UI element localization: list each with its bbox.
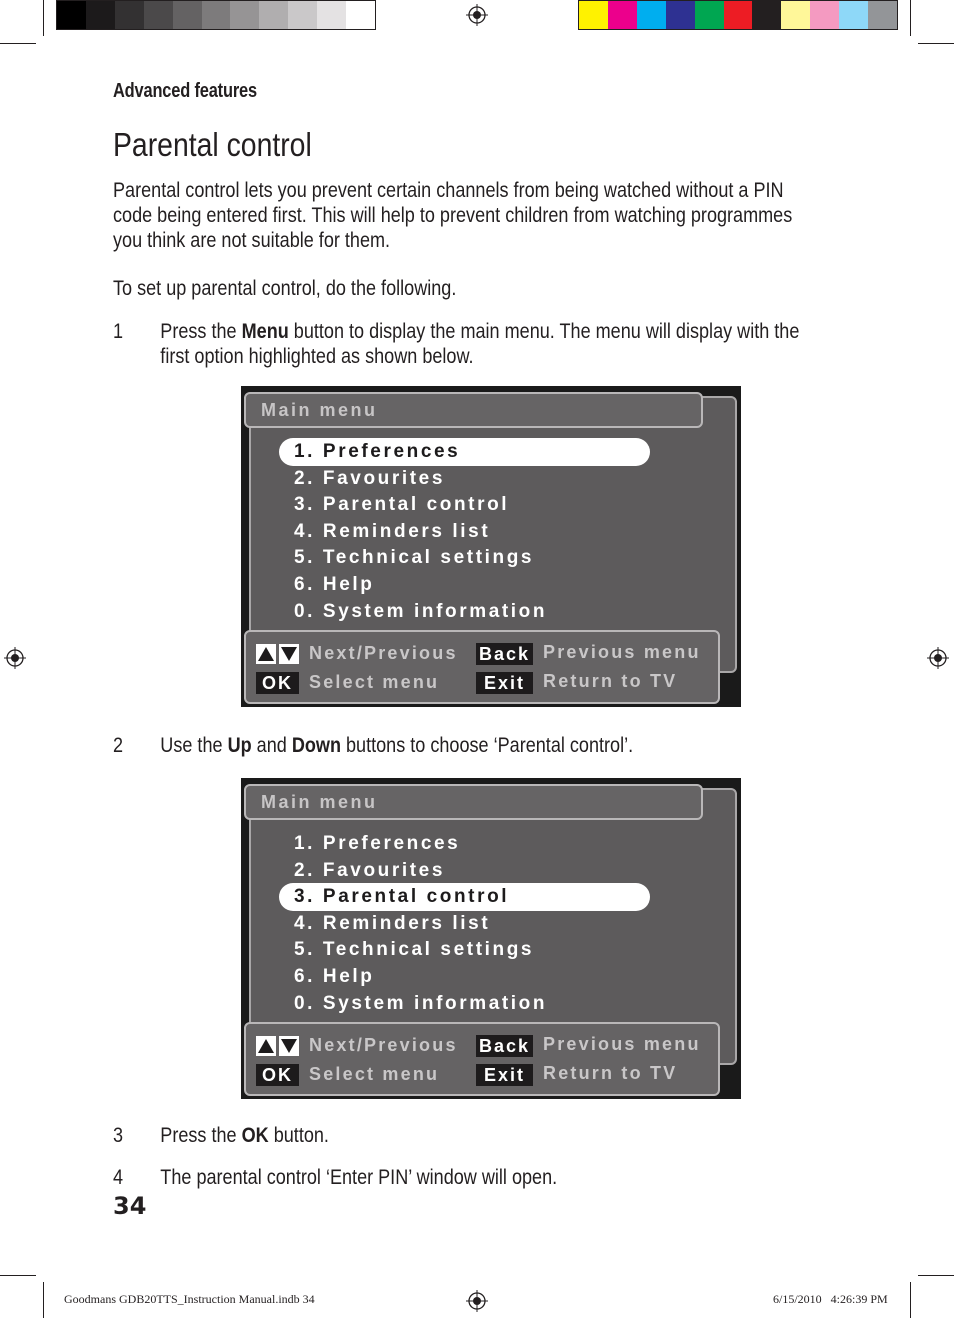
gray-swatch [57, 1, 86, 29]
registration-mark-icon [466, 4, 488, 26]
setup-line: To set up parental control, do the following. [113, 277, 457, 300]
menu-item[interactable]: 0. System information [294, 992, 548, 1014]
up-key-name: Up [227, 734, 252, 757]
page-number: 34 [113, 1192, 147, 1220]
menu-item[interactable]: 0. System information [294, 600, 548, 622]
grayscale-calibration-bar [56, 0, 376, 30]
main-menu-screen-2 [241, 778, 741, 1099]
registration-mark-icon [927, 647, 949, 669]
footer-filename: Goodmans GDB20TTS_Instruction Manual.indb 34 [64, 1292, 315, 1306]
menu-title: Main menu [261, 792, 378, 812]
down-key-name: Down [291, 734, 341, 757]
menu-item[interactable]: 6. Help [294, 574, 375, 595]
crop-mark [910, 0, 911, 36]
gray-swatch [202, 1, 231, 29]
next-previous-label: Next/Previous [309, 1035, 458, 1055]
color-swatch [868, 1, 897, 29]
step-number: 1 [113, 320, 124, 343]
step-text: The parental control ‘Enter PIN’ window will open. [160, 1166, 558, 1189]
menu-item[interactable]: 4. Reminders list [294, 520, 491, 542]
step-number: 2 [113, 734, 124, 757]
up-arrow-icon [256, 1036, 276, 1056]
crop-mark [43, 0, 44, 36]
footer-timestamp: 6/15/2010 4:26:39 PM [773, 1292, 888, 1306]
ok-key-badge: OK [256, 1064, 299, 1086]
previous-menu-label: Previous menu [543, 1034, 701, 1054]
intro-paragraph: Parental control lets you prevent certain channels from being watched without a PIN code being entered first. This will help to prevent children from watching programmes you think are not suitable for them. [113, 179, 793, 252]
gray-swatch [173, 1, 202, 29]
menu-key-name: Menu [241, 320, 289, 343]
menu-item[interactable]: 2. Favourites [294, 859, 446, 881]
menu-item[interactable]: 3. Parental control [294, 494, 510, 516]
step-text: Press the OK button. [160, 1124, 329, 1147]
select-menu-label: Select menu [309, 672, 440, 692]
main-menu-screen-1 [241, 386, 741, 707]
gray-swatch [346, 1, 375, 29]
ok-key-badge: OK [256, 672, 299, 694]
gray-swatch [115, 1, 144, 29]
menu-title-bar [244, 392, 703, 428]
registration-mark-icon [4, 647, 26, 669]
return-to-tv-label: Return to TV [543, 671, 678, 691]
down-arrow-icon [279, 644, 299, 664]
exit-key-badge: Exit [476, 1064, 533, 1086]
return-to-tv-label: Return to TV [543, 1063, 678, 1083]
menu-item[interactable]: 5. Technical settings [294, 939, 535, 961]
crop-mark [0, 43, 36, 44]
gray-swatch [144, 1, 173, 29]
crop-mark [910, 1282, 911, 1318]
ok-key-name: OK [241, 1124, 269, 1147]
crop-mark [918, 43, 954, 44]
color-swatch [608, 1, 637, 29]
registration-mark-icon [466, 1290, 488, 1312]
menu-item[interactable]: 3. Parental control [294, 886, 510, 908]
crop-mark [0, 1275, 36, 1276]
gray-swatch [259, 1, 288, 29]
menu-title: Main menu [261, 400, 378, 420]
step-text: Use the Up and Down buttons to choose ‘Parental control’. [160, 734, 634, 757]
color-swatch [579, 1, 608, 29]
back-key-badge: Back [476, 643, 533, 665]
step-number: 4 [113, 1166, 124, 1189]
exit-key-badge: Exit [476, 672, 533, 694]
down-arrow-icon [279, 1036, 299, 1056]
color-swatch [810, 1, 839, 29]
gray-swatch [288, 1, 317, 29]
crop-mark [918, 1275, 954, 1276]
next-previous-label: Next/Previous [309, 643, 458, 663]
color-swatch [752, 1, 781, 29]
gray-swatch [317, 1, 346, 29]
crop-mark [43, 1282, 44, 1318]
step-text: Press the Menu button to display the main menu. The menu will display with the first option highlighted as shown below. [160, 320, 800, 368]
menu-item[interactable]: 1. Preferences [294, 441, 461, 462]
menu-item[interactable]: 5. Technical settings [294, 547, 535, 569]
menu-title-bar [244, 784, 703, 820]
color-calibration-bar [578, 0, 898, 30]
select-menu-label: Select menu [309, 1064, 440, 1084]
page-title: Parental control [113, 126, 312, 163]
color-swatch [781, 1, 810, 29]
gray-swatch [86, 1, 115, 29]
color-swatch [695, 1, 724, 29]
menu-item[interactable]: 6. Help [294, 966, 375, 987]
menu-item[interactable]: 2. Favourites [294, 467, 446, 489]
menu-item[interactable]: 4. Reminders list [294, 912, 491, 934]
color-swatch [839, 1, 868, 29]
gray-swatch [230, 1, 259, 29]
menu-item[interactable]: 1. Preferences [294, 833, 461, 854]
color-swatch [637, 1, 666, 29]
previous-menu-label: Previous menu [543, 642, 701, 662]
back-key-badge: Back [476, 1035, 533, 1057]
color-swatch [724, 1, 753, 29]
color-swatch [666, 1, 695, 29]
up-arrow-icon [256, 644, 276, 664]
section-heading: Advanced features [113, 80, 257, 102]
step-number: 3 [113, 1124, 124, 1147]
